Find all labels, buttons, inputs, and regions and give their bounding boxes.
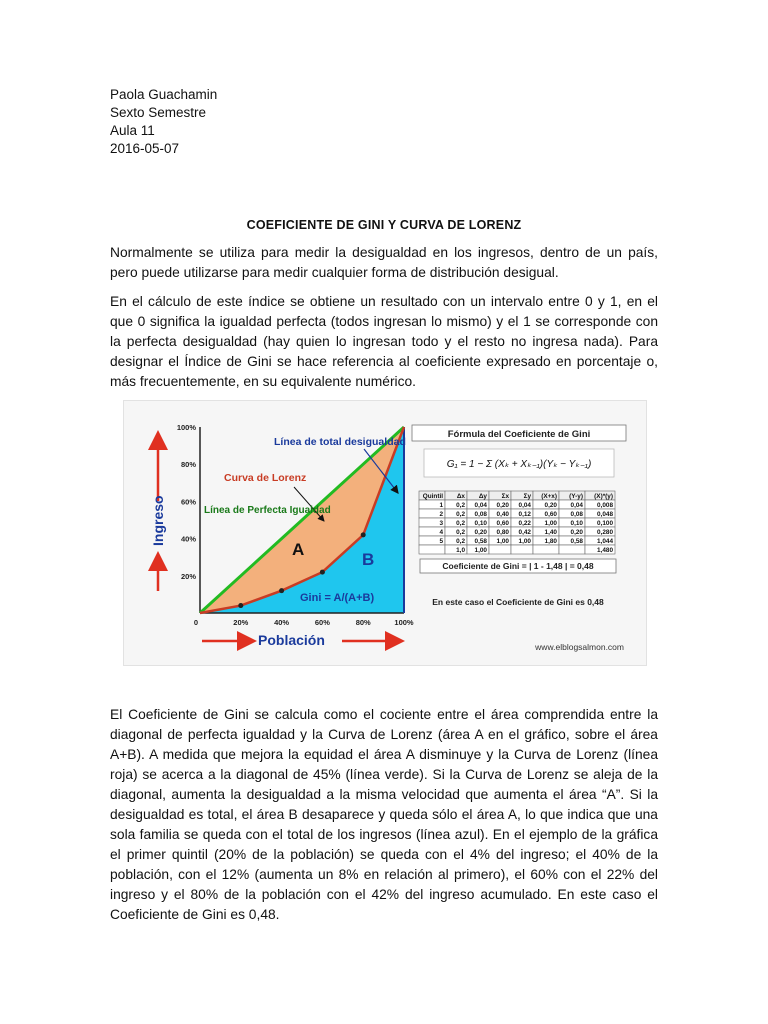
table-value: 2	[439, 511, 443, 518]
y-axis-title: Ingreso	[150, 495, 166, 546]
table-value: 0,20	[474, 529, 487, 536]
table-value: 4	[439, 529, 443, 536]
table-value: 1,00	[474, 547, 487, 554]
table-value: 0,58	[474, 538, 487, 545]
x-tick-label: 20%	[233, 618, 249, 627]
table-value: 0,22	[518, 520, 531, 527]
lorenz-chart-svg	[124, 401, 646, 665]
table-value: 0,100	[597, 520, 613, 527]
label-lorenz: Curva de Lorenz	[224, 472, 307, 484]
y-tick-label: 40%	[180, 534, 196, 544]
table-value: 0,2	[456, 502, 465, 509]
date: 2016-05-07	[110, 141, 180, 156]
lorenz-point	[361, 532, 366, 537]
x-tick-label: 60%	[314, 618, 330, 627]
table-value: 0,04	[570, 502, 583, 509]
paragraph-2: En el cálculo de este índice se obtiene un resultado con un intervalo entre 0 y 1, en el que 0 significa la igualdad perfecta (todos ingresan lo mismo) y el 1 se corresponde con la perfecta desigualdad (hay quien lo ingresan todo y el resto no ingresa nada). Para designar el Índice de Gini se hace referencia al coeficiente expresado en porcentaje o, más frecuentemente, en su equivalente numérico.	[110, 294, 658, 389]
table-header: Δx	[456, 493, 465, 500]
table-value: 0,280	[597, 529, 613, 536]
table-header: Quintil	[422, 493, 443, 500]
table-header: (Y-y)	[569, 493, 583, 500]
lorenz-point	[238, 603, 243, 608]
table-value: 0,42	[518, 529, 531, 536]
document-title: COEFICIENTE DE GINI Y CURVA DE LORENZ	[246, 218, 522, 232]
table-value: 0,20	[496, 502, 509, 509]
table-header: Σy	[523, 493, 531, 500]
gini-figure	[123, 400, 647, 666]
table-value: 0,60	[544, 511, 557, 518]
table-header: Δy	[478, 493, 487, 500]
table-value: 0,08	[474, 511, 487, 518]
table-cell	[511, 545, 533, 554]
table-value: 3	[439, 520, 443, 527]
y-tick-label: 80%	[180, 460, 196, 470]
gini-table	[419, 491, 615, 554]
table-value: 1,40	[544, 529, 557, 536]
table-value: 1,044	[597, 538, 613, 545]
table-value: 0,04	[474, 502, 487, 509]
table-value: 1,480	[597, 547, 613, 554]
table-cell	[489, 545, 511, 554]
label-area-a: A	[292, 540, 305, 559]
label-gini-short: Gini = A/(A+B)	[300, 592, 375, 604]
gini-note: En este caso el Coeficiente de Gini es 0,48	[432, 597, 604, 607]
table-value: 0,008	[597, 502, 613, 509]
gini-formula: G₁ = 1 − Σ (Xₖ + Xₖ₋₁)(Yₖ − Yₖ₋₁)	[446, 459, 592, 470]
table-value: 0,12	[518, 511, 531, 518]
table-value: 0,40	[496, 511, 509, 518]
table-header: Σx	[501, 493, 509, 500]
origin-label: 0	[193, 618, 199, 627]
classroom: Aula 11	[110, 123, 155, 138]
table-value: 0,04	[518, 502, 531, 509]
source-url: www.elblogsalmon.com	[535, 642, 624, 652]
table-value: 0,2	[456, 520, 465, 527]
x-tick-label: 100%	[394, 618, 414, 627]
table-value: 0,80	[496, 529, 509, 536]
table-value: 0,20	[570, 529, 583, 536]
author-name: Paola Guachamin	[110, 87, 218, 102]
table-cell	[419, 545, 445, 554]
y-tick-label: 60%	[180, 497, 196, 507]
table-value: 0,08	[570, 511, 583, 518]
table-value: 0,58	[570, 538, 583, 545]
table-value: 0,2	[456, 511, 465, 518]
table-value: 0,2	[456, 529, 465, 536]
x-tick-label: 40%	[274, 618, 290, 627]
table-value: 1,80	[544, 538, 557, 545]
paragraph-1: Normalmente se utiliza para medir la desigualdad en los ingresos, dentro de un país, pero puede utilizarse para medir cualquier forma de distribución desigual.	[110, 245, 658, 280]
y-tick-label: 100%	[176, 423, 196, 432]
semester: Sexto Semestre	[110, 105, 207, 120]
table-cell	[533, 545, 559, 554]
lorenz-point	[320, 570, 325, 575]
label-area-b: B	[362, 550, 375, 569]
table-header: (X)*(y)	[594, 493, 613, 500]
table-value: 1,00	[544, 520, 557, 527]
author-block	[110, 86, 217, 158]
lorenz-point	[279, 588, 284, 593]
x-tick-label: 80%	[355, 618, 371, 627]
gini-calc: Coeficiente de Gini = | 1 - 1,48 | = 0,48	[442, 561, 594, 571]
table-value: 0,20	[544, 502, 557, 509]
table-cell	[559, 545, 585, 554]
label-total-inequality: Línea de total desigualdad	[274, 436, 406, 448]
table-value: 0,2	[456, 538, 465, 545]
table-value: 0,048	[597, 511, 613, 518]
table-value: 0,10	[474, 520, 487, 527]
table-value: 0,10	[570, 520, 583, 527]
label-equality: Línea de Perfecta Igualdad	[204, 505, 331, 516]
paragraph-3: El Coeficiente de Gini se calcula como el cociente entre el área comprendida entre la diagonal de perfecta igualdad y la Curva de Lorenz (área A en el gráfico, sobre el área A+B). A medida que mejora la equidad el área A disminuye y la Curva de Lorenz (línea roja) se acerca a la diagonal de 45% (línea verde). Si la Curva de Lorenz se aleja de la diagonal, aumenta la desigualdad a la misma velocidad que aumenta el área “A”. Si la desigualdad es total, el área B desaparece y queda sólo el área A, lo que indica que una sola familia se queda con el total de los ingresos (línea azul). En el ejemplo de la gráfica el primer quintil (20% de la población) se queda con el 4% del ingreso; el 40% de la población, con el 12% (aumenta un 8% en relación al primero), el 60% con el 22% del ingreso y el 80% de la población con el 42% del ingreso acumulado. En este caso el Coeficiente de Gini es 0,48.	[110, 707, 658, 922]
table-value: 5	[439, 538, 443, 545]
x-axis-title: Población	[258, 632, 325, 648]
y-tick-label: 20%	[180, 571, 196, 581]
table-value: 1,00	[518, 538, 531, 545]
table-value: 0,60	[496, 520, 509, 527]
formula-title: Fórmula del Coeficiente de Gini	[447, 429, 591, 440]
table-value: 1,00	[496, 538, 509, 545]
table-value: 1,0	[456, 547, 465, 554]
table-header: (X+x)	[541, 493, 557, 500]
table-value: 1	[439, 502, 443, 509]
